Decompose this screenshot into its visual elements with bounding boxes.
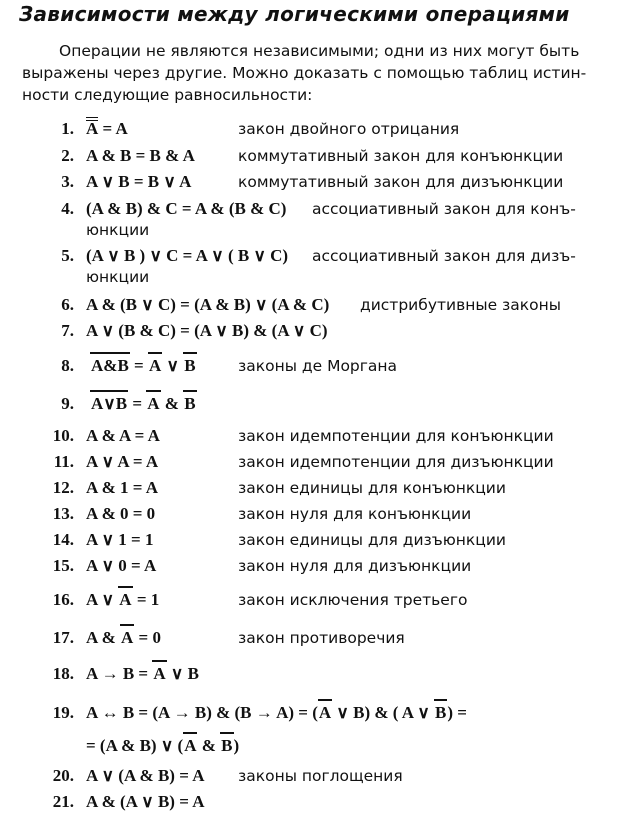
law-formula: A ∨ (A & B) = A xyxy=(86,766,205,785)
law-description: ассоциативный закон для конъ- xyxy=(312,200,576,218)
law-number: 6. xyxy=(61,295,74,314)
negated-term: B xyxy=(184,394,196,413)
law-formula: A & A = A xyxy=(86,426,160,445)
law-formula: A ∨ 1 = 1 xyxy=(86,530,154,549)
law-formula: A & (B ∨ C) = (A & B) ∨ (A & C) xyxy=(86,295,330,314)
law-formula: A & 0 = 0 xyxy=(86,504,156,523)
law-formula: A ∨ B = B ∨ A xyxy=(86,172,192,191)
law-formula: (A ∨ B ) ∨ C = A ∨ ( B ∨ C) xyxy=(86,246,289,265)
double-negation-term: A xyxy=(86,119,99,138)
law-number: 7. xyxy=(61,321,74,340)
law-description: закон двойного отрицания xyxy=(238,120,460,138)
law-description: закон нуля для дизъюнкции xyxy=(238,557,472,575)
law-description-continuation: юнкции xyxy=(86,268,150,286)
negated-term: A xyxy=(119,590,132,609)
negated-term: A xyxy=(318,703,332,722)
law-description: коммутативный закон для конъюнкции xyxy=(238,147,564,165)
law-formula-continuation: = (A & B) ∨ (A & B) xyxy=(86,736,240,755)
law-number: 14. xyxy=(52,530,74,549)
negated-term: B xyxy=(435,703,447,722)
law-number: 8. xyxy=(61,356,74,375)
law-description: закон идемпотенции для конъюнкции xyxy=(238,427,554,445)
negated-term: B xyxy=(221,736,233,755)
law-number: 3. xyxy=(61,172,74,191)
page-title: Зависимости между логическими операциями xyxy=(19,2,570,26)
law-description: закон единицы для конъюнкции xyxy=(238,479,506,497)
law-formula: A = A xyxy=(86,119,128,138)
law-number: 13. xyxy=(52,504,74,523)
law-description: коммутативный закон для дизъюнкции xyxy=(238,173,564,191)
negated-term: A&B xyxy=(91,356,129,375)
law-number: 21. xyxy=(52,792,74,811)
law-formula: A ∨ A = 1 xyxy=(86,590,160,609)
law-number: 16. xyxy=(52,590,74,609)
law-description: дистрибутивные законы xyxy=(360,296,562,314)
law-formula: A & A = 0 xyxy=(86,628,161,647)
law-description-continuation: юнкции xyxy=(86,221,150,239)
negated-term: A xyxy=(153,664,166,683)
law-number: 19. xyxy=(52,703,74,722)
law-formula: A∨B = A & B xyxy=(91,394,196,413)
law-formula: A & B = B & A xyxy=(86,146,195,165)
law-number: 4. xyxy=(61,199,74,218)
intro-line: Операции не являются независимыми; одни из них могут быть xyxy=(59,42,580,60)
intro-line: ности следующие равносильности: xyxy=(22,86,313,104)
law-formula: A & 1 = A xyxy=(86,478,159,497)
law-number: 15. xyxy=(52,556,74,575)
law-formula: A&B = A ∨ B xyxy=(91,356,196,375)
law-formula: (A & B) & C = A & (B & C) xyxy=(86,199,287,218)
law-number: 12. xyxy=(52,478,74,497)
law-number: 1. xyxy=(61,119,74,138)
negated-term: A xyxy=(147,394,160,413)
law-formula: A ∨ A = A xyxy=(86,452,159,471)
law-description: закон противоречия xyxy=(238,629,405,647)
law-number: 18. xyxy=(52,664,74,683)
law-number: 20. xyxy=(52,766,74,785)
negated-term: A xyxy=(184,736,197,755)
negated-term: A xyxy=(121,628,134,647)
law-number: 17. xyxy=(52,628,74,647)
intro-line: выражены через другие. Можно доказать с помощью таблиц истин- xyxy=(22,64,587,82)
law-formula: A ∨ (B & C) = (A ∨ B) & (A ∨ C) xyxy=(86,321,328,340)
law-number: 9. xyxy=(61,394,74,413)
law-description: закон единицы для дизъюнкции xyxy=(238,531,506,549)
negated-term: A∨B xyxy=(91,394,128,413)
negated-term: A xyxy=(148,356,162,375)
law-description: ассоциативный закон для дизъ- xyxy=(312,247,576,265)
law-number: 5. xyxy=(61,246,74,265)
law-formula: A ∨ 0 = A xyxy=(86,556,157,575)
law-formula: A → B = A ∨ B xyxy=(86,664,199,683)
law-description: закон исключения третьего xyxy=(238,591,468,609)
intro-paragraph xyxy=(22,40,587,106)
law-number: 2. xyxy=(61,146,74,165)
law-description: закон идемпотенции для дизъюнкции xyxy=(238,453,554,471)
law-description: закон нуля для конъюнкции xyxy=(238,505,472,523)
law-number: 10. xyxy=(52,426,74,445)
law-description: законы де Моргана xyxy=(238,357,398,375)
law-number: 11. xyxy=(53,452,74,471)
law-formula: A ↔ B = (A → B) & (B → A) = (A ∨ B) & ( A ∨ B) = xyxy=(86,703,467,722)
law-formula: A & (A ∨ B) = A xyxy=(86,792,205,811)
negated-term: B xyxy=(184,356,196,375)
law-description: законы поглощения xyxy=(238,767,403,785)
